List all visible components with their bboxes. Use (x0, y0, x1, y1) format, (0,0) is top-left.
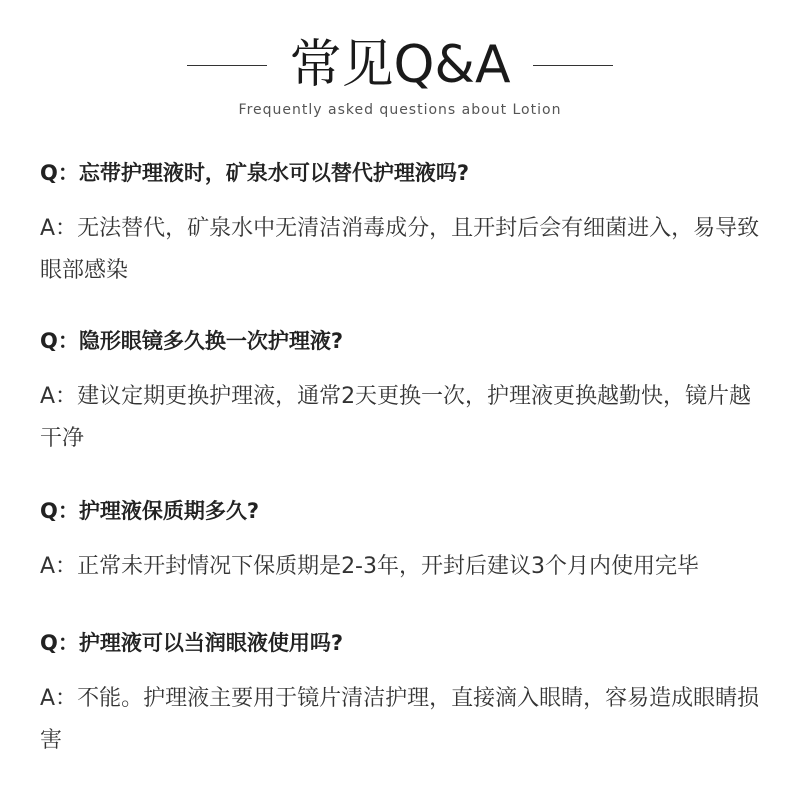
a-prefix: A： (40, 554, 78, 579)
a-prefix: A： (40, 686, 78, 711)
faq-question (40, 496, 770, 526)
title-rule-right (533, 65, 613, 66)
a-prefix: A： (40, 216, 78, 241)
faq-answer (40, 678, 770, 762)
faq-question (40, 326, 770, 356)
question-text: 隐形眼镜多久换一次护理液? (78, 329, 344, 353)
faq-item-3 (40, 496, 770, 588)
q-prefix: Q： (40, 329, 79, 353)
question-text: 护理液保质期多久? (78, 499, 260, 523)
faq-item-2 (40, 326, 770, 460)
faq-question (40, 628, 770, 658)
question-text: 忘带护理液时，矿泉水可以替代护理液吗? (78, 161, 470, 185)
page-title: 常见Q&A (289, 35, 511, 95)
faq-answer (40, 546, 770, 588)
question-text: 护理液可以当润眼液使用吗? (78, 631, 344, 655)
page-header (0, 30, 800, 130)
q-prefix: Q： (40, 161, 79, 185)
faq-item-4 (40, 628, 770, 762)
faq-item-1 (40, 158, 770, 292)
title-rule-left (187, 65, 267, 66)
faq-answer (40, 376, 770, 460)
answer-text: 正常未开封情况下保质期是2-3年，开封后建议3个月内使用完毕 (77, 554, 699, 579)
answer-text: 建议定期更换护理液，通常2天更换一次，护理液更换越勤快，镜片越干净 (40, 384, 752, 451)
page-subtitle: Frequently asked questions about Lotion (238, 102, 562, 118)
q-prefix: Q： (40, 499, 79, 523)
a-prefix: A： (40, 384, 78, 409)
answer-text: 不能。护理液主要用于镜片清洁护理，直接滴入眼睛，容易造成眼睛损害 (40, 686, 760, 753)
faq-question (40, 158, 770, 188)
answer-text: 无法替代，矿泉水中无清洁消毒成分，且开封后会有细菌进入，易导致眼部感染 (40, 216, 760, 283)
faq-answer (40, 208, 770, 292)
title-row (0, 30, 800, 100)
q-prefix: Q： (40, 631, 79, 655)
